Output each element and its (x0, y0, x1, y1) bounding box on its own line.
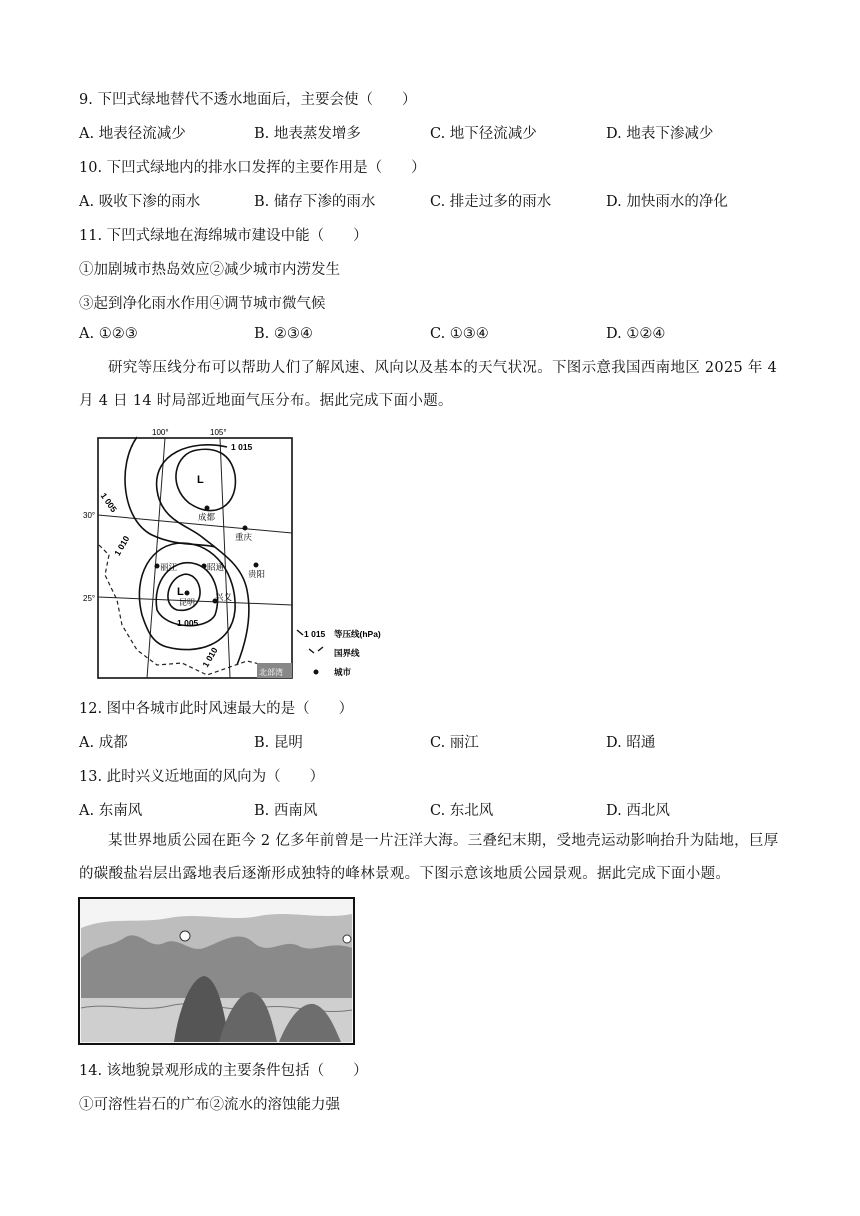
q11-option-d: D. ①②④ (606, 326, 666, 342)
lon-label-105: 105° (210, 428, 227, 437)
legend-city-symbol (314, 670, 319, 675)
isobar-map-figure (83, 425, 427, 681)
isobar-label-1005-north: 1 005 (98, 490, 120, 515)
passage-geopark-intro: 某世界地质公园在距今 2 亿多年前曾是一片汪洋大海。三叠纪末期，受地壳运动影响抬升为陆地，巨厚的碳酸盐岩层出露地表后逐渐形成独特的峰林景观。下图示意该地质公园景观。据此完成下面小题。 (79, 833, 779, 882)
q11-statements-line-1: ①加剧城市热岛效应②减少城市内涝发生 (79, 262, 340, 278)
city-label-lijiang: 丽江 (160, 562, 178, 572)
parallel-25 (98, 597, 292, 605)
isobar-1005-north (176, 449, 235, 510)
isobar-label-1005-south: 1 005 (177, 618, 199, 628)
isobar-label-1015: 1 015 (231, 442, 253, 452)
question-11-stem: 11. 下凹式绿地在海绵城市建设中能（ ） (79, 228, 368, 244)
city-dot-lijiang (155, 564, 160, 569)
q10-option-b: B. 储存下渗的雨水 (254, 194, 376, 210)
isobar-label-1010-west: 1 010 (112, 534, 132, 558)
city-dot-chongqing (243, 526, 248, 531)
low-pressure-north: L (197, 474, 204, 486)
parallel-30 (98, 515, 292, 533)
city-markers (155, 506, 266, 608)
city-dot-zhaotong (202, 564, 207, 569)
q9-option-a: A. 地表径流减少 (79, 126, 186, 142)
q13-option-b: B. 西南风 (254, 803, 318, 819)
city-label-chengdu: 成都 (198, 512, 216, 522)
city-label-kunming: 昆明 (179, 598, 195, 607)
legend-isobar-symbol (297, 630, 303, 635)
photo-bright-spot-1 (180, 931, 190, 941)
map-legend (297, 629, 381, 677)
q11-option-a: A. ①②③ (79, 326, 138, 342)
question-12-stem: 12. 图中各城市此时风速最大的是（ ） (79, 701, 354, 717)
q13-option-c: C. 东北风 (430, 803, 494, 819)
city-label-guiyang: 贵阳 (248, 569, 266, 579)
q12-option-c: C. 丽江 (430, 735, 479, 751)
q11-option-c: C. ①③④ (430, 326, 489, 342)
q9-option-d: D. 地表下渗减少 (606, 126, 714, 142)
question-10-stem: 10. 下凹式绿地内的排水口发挥的主要作用是（ ） (79, 160, 426, 176)
lat-label-30: 30° (83, 511, 96, 520)
isobar-lines (125, 437, 249, 665)
city-dot-chengdu (205, 506, 210, 511)
city-dot-guiyang (254, 563, 259, 568)
q9-option-c: C. 地下径流减少 (430, 126, 537, 142)
q12-option-d: D. 昭通 (606, 735, 656, 751)
karst-landscape-photo (79, 898, 354, 1044)
question-9-stem: 9. 下凹式绿地替代不透水地面后，主要会使（ ） (79, 92, 417, 108)
city-dot-kunming (185, 591, 190, 596)
q10-option-c: C. 排走过多的雨水 (430, 194, 552, 210)
q14-statements-line-1: ①可溶性岩石的广布②流水的溶蚀能力强 (79, 1097, 340, 1113)
legend-border-label: 国界线 (334, 648, 360, 658)
photo-bright-spot-2 (343, 935, 351, 943)
isobar-label-1010-south: 1 010 (200, 645, 220, 670)
question-13-stem: 13. 此时兴义近地面的风向为（ ） (79, 769, 325, 785)
q12-option-a: A. 成都 (79, 735, 128, 751)
beibu-gulf-label: 北部湾 (259, 668, 283, 677)
low-pressure-south: L (177, 586, 184, 598)
city-label-chongqing: 重庆 (235, 532, 253, 542)
q10-option-d: D. 加快雨水的净化 (606, 194, 728, 210)
q13-option-a: A. 东南风 (79, 803, 143, 819)
q9-option-b: B. 地表蒸发增多 (254, 126, 361, 142)
q13-option-d: D. 西北风 (606, 803, 670, 819)
lon-label-100: 100° (152, 428, 169, 437)
isobar-1010-west (125, 437, 215, 547)
q11-option-b: B. ②③④ (254, 326, 313, 342)
legend-isobar-label: 等压线(hPa) (334, 629, 381, 639)
lat-label-25: 25° (83, 594, 96, 603)
legend-border-symbol (309, 647, 323, 653)
city-label-zhaotong: 昭通 (207, 562, 225, 572)
map-frame (98, 438, 292, 678)
question-14-stem: 14. 该地貌景观形成的主要条件包括（ ） (79, 1063, 368, 1079)
q11-statements-line-2: ③起到净化雨水作用④调节城市微气候 (79, 296, 326, 312)
passage-isobar-intro: 研究等压线分布可以帮助人们了解风速、风向以及基本的天气状况。下图示意我国西南地区 2025 年 4 月 4 日 14 时局部近地面气压分布。据此完成下面小题。 (79, 360, 778, 409)
legend-city-label: 城市 (334, 667, 352, 677)
q10-option-a: A. 吸收下渗的雨水 (79, 194, 201, 210)
q12-option-b: B. 昆明 (254, 735, 303, 751)
legend-isobar-sample: 1 015 (304, 629, 326, 639)
city-label-xingyi: 兴义 (215, 592, 233, 602)
